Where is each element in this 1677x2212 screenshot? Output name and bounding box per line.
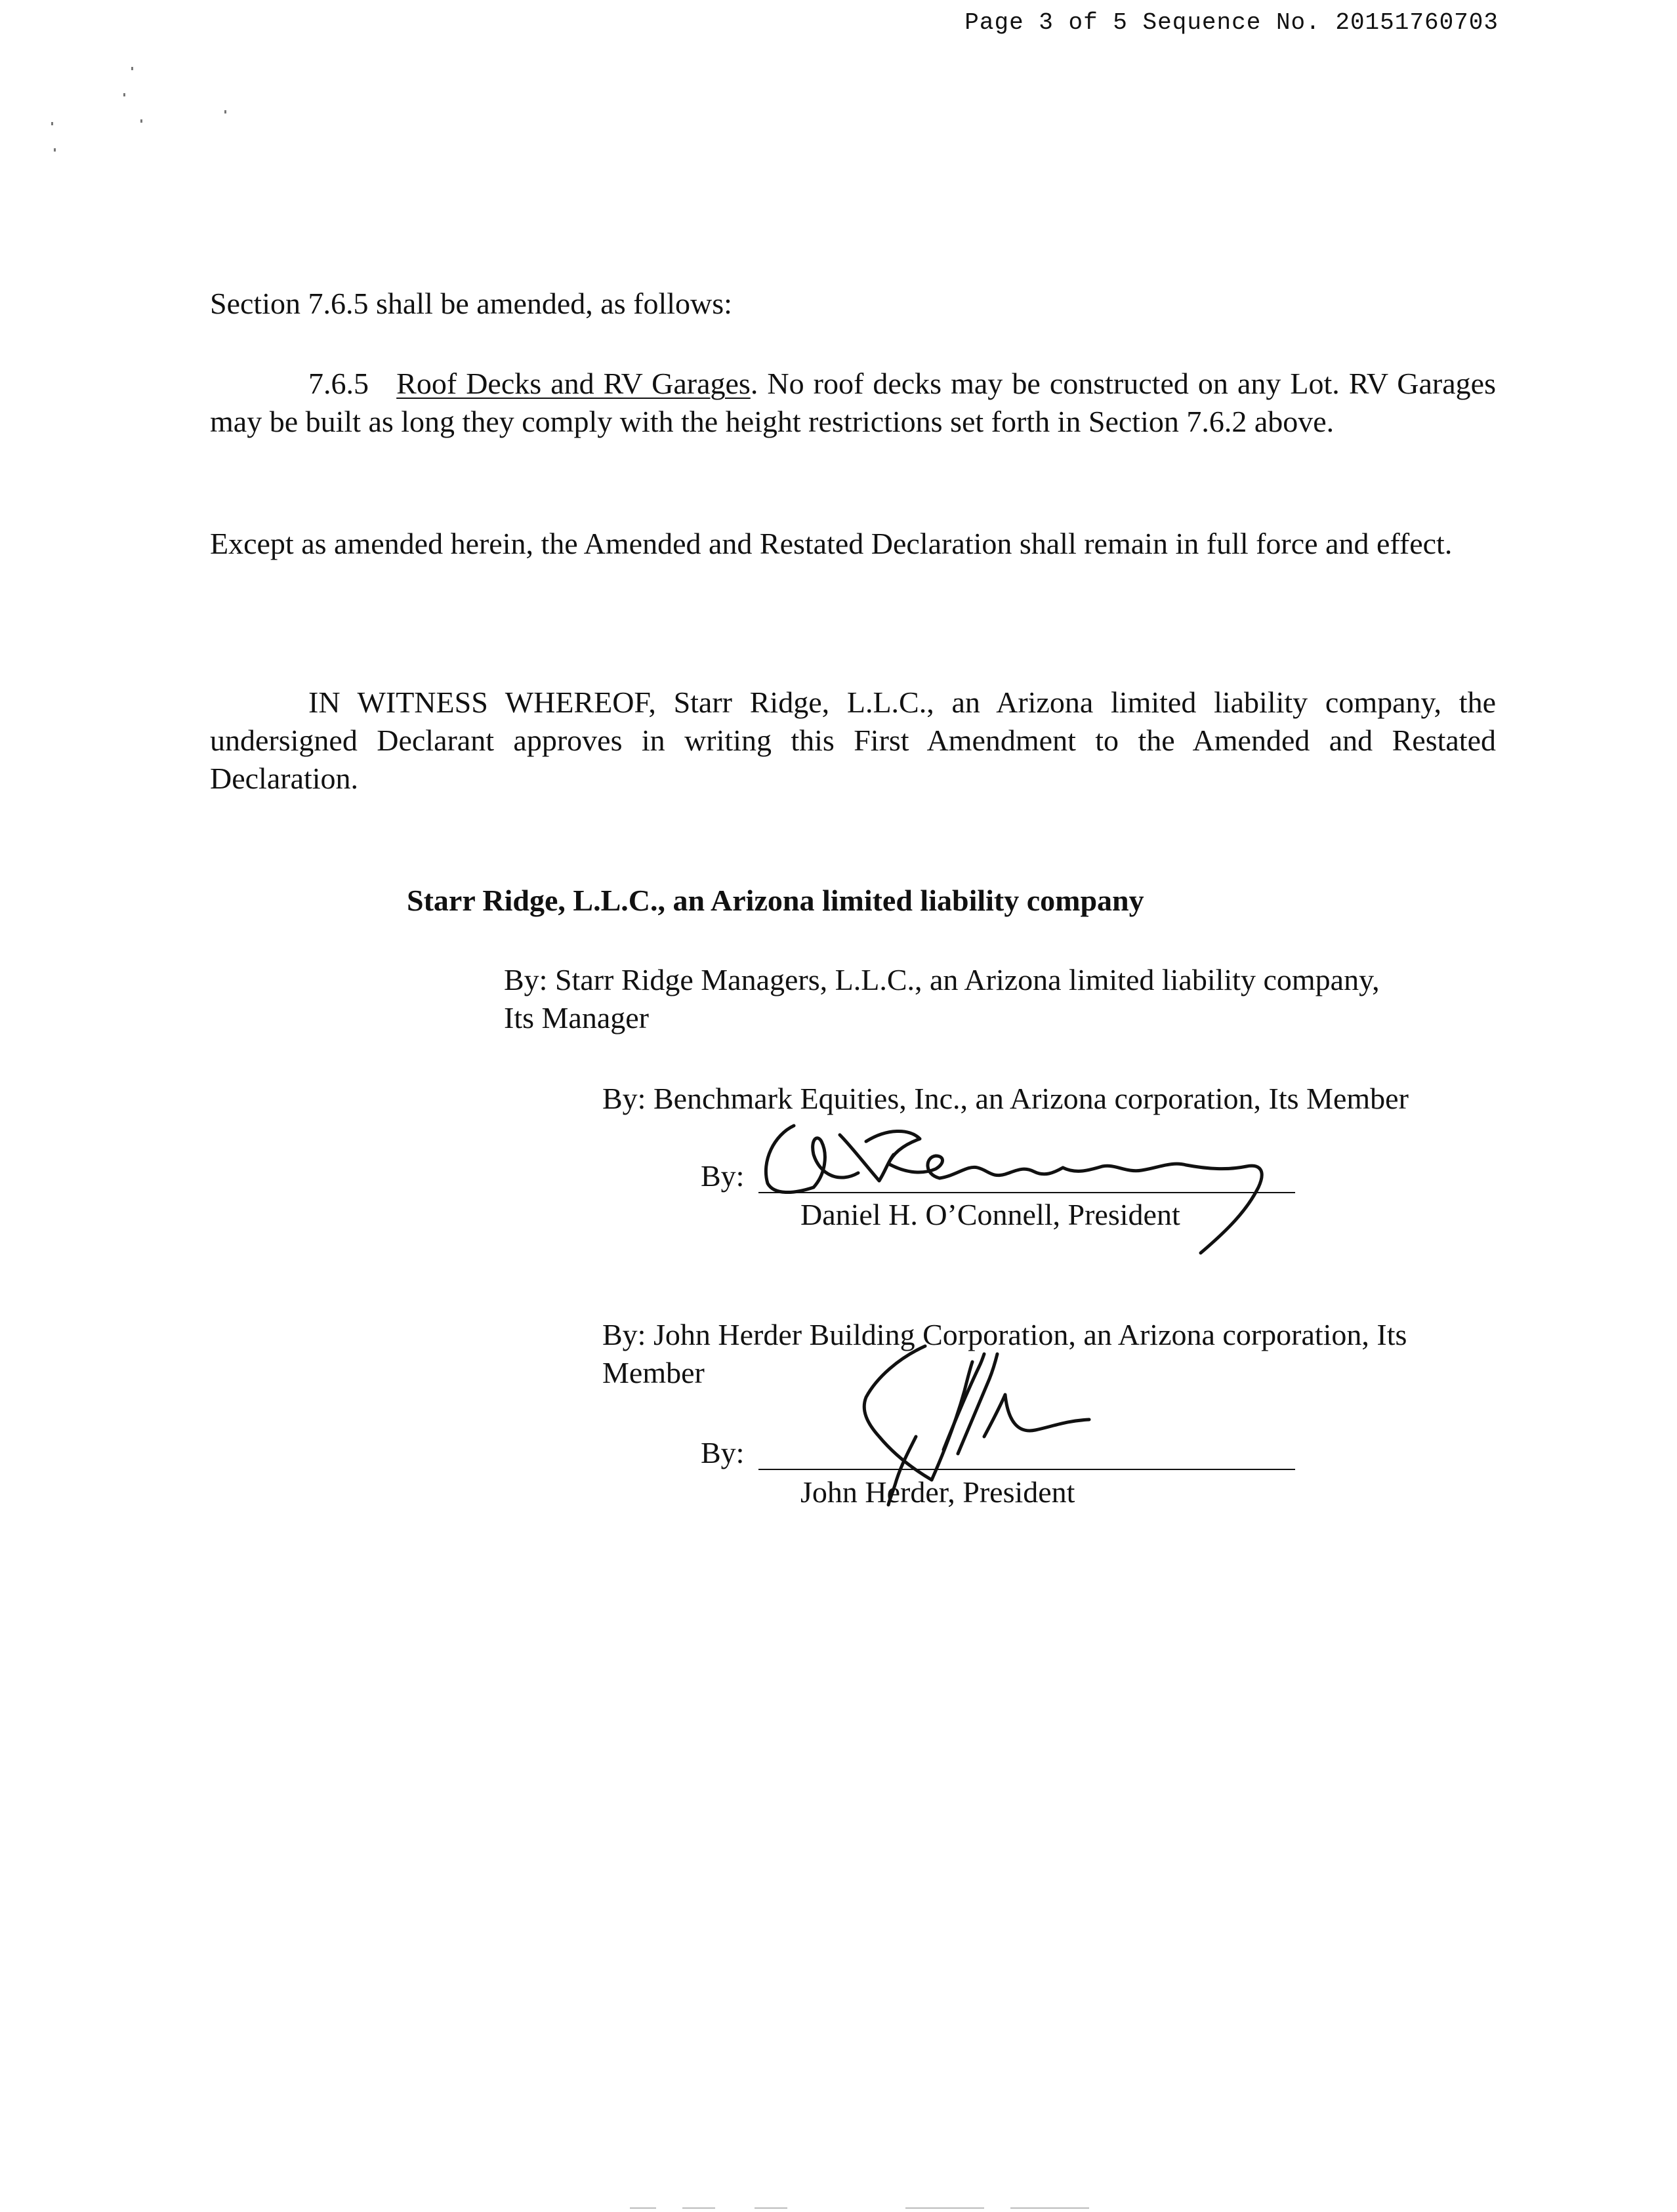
scan-speck xyxy=(224,110,226,113)
scan-speck xyxy=(140,119,142,123)
handwritten-signature-herder-icon xyxy=(827,1338,1115,1509)
member-1: By: Benchmark Equities, Inc., an Arizona corporation, Its Member xyxy=(602,1082,1409,1115)
by-label-2: By: xyxy=(701,1436,745,1469)
clause-7-6-5 xyxy=(210,365,1496,441)
scan-speck xyxy=(54,148,56,152)
scan-speck xyxy=(131,67,133,70)
witness-paragraph: IN WITNESS WHEREOF, Starr Ridge, L.L.C., an Arizona limited liability company, the undersigned Declarant approves in writing this First Amendment to the Amended and Restated Declaration. xyxy=(210,686,1496,795)
page-sequence-stamp: Page 3 of 5 Sequence No. 20151760703 xyxy=(964,9,1499,36)
signer-2-name: John Herder, President xyxy=(800,1475,1075,1509)
signer-1-name: Daniel H. O’Connell, President xyxy=(800,1198,1180,1231)
clause-title: Roof Decks and RV Garages xyxy=(396,367,751,400)
by-label-1: By: xyxy=(701,1159,745,1193)
manager-line-2: Its Manager xyxy=(504,1001,649,1034)
section-intro: Section 7.6.5 shall be amended, as follows: xyxy=(210,287,732,320)
clause-number: 7.6.5 xyxy=(308,367,369,400)
scan-speck xyxy=(51,122,53,125)
except-paragraph: Except as amended herein, the Amended and Restated Declaration shall remain in full force and effect. xyxy=(210,527,1453,560)
scan-speck xyxy=(123,93,125,96)
clause-text: . No roof decks may be constructed on any Lot. RV Garages may be built as long they comply with the height restrictions set forth in Section 7.6.2 above. xyxy=(210,367,1496,438)
member-2-line-1: By: John Herder Building Corporation, an Arizona corporation, Its xyxy=(602,1318,1407,1351)
member-2-line-2: Member xyxy=(602,1356,705,1389)
handwritten-signature-oconnell-icon xyxy=(748,1115,1312,1266)
manager-line-1: By: Starr Ridge Managers, L.L.C., an Arizona limited liability company, xyxy=(504,963,1380,996)
scan-noise-bottom xyxy=(0,2204,1677,2212)
signing-entity: Starr Ridge, L.L.C., an Arizona limited liability company xyxy=(407,884,1144,917)
